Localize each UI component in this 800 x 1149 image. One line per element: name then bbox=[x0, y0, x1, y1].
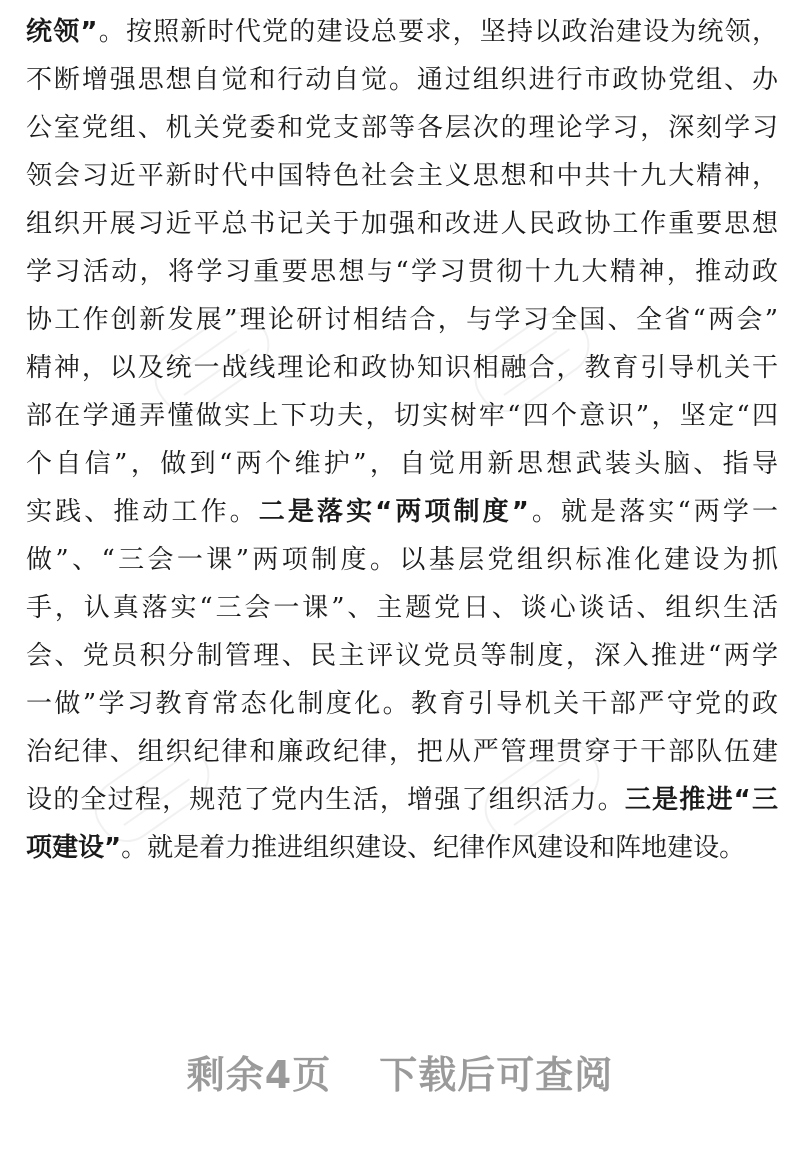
text-segment: 不断增强思想自觉和行动自觉。通过组织进行市政协党组、办 bbox=[26, 65, 778, 95]
text-segment: 。就是着力推进组织建设、纪律作风建设和阵地建设。 bbox=[121, 833, 746, 863]
bold-text-segment: 统领” bbox=[26, 17, 98, 47]
text-line bbox=[26, 584, 778, 632]
remaining-pages-banner[interactable] bbox=[0, 1044, 800, 1099]
text-line bbox=[26, 488, 778, 536]
text-line bbox=[26, 152, 778, 200]
text-segment: 精神，以及统一战线理论和政协知识相融合，教育引导机关干 bbox=[26, 353, 778, 383]
text-line bbox=[26, 8, 778, 56]
bold-text-segment: 项建设” bbox=[26, 833, 122, 863]
text-segment: 部在学通弄懂做实上下功夫，切实树牢“四个意识”，坚定“四 bbox=[26, 401, 778, 431]
text-line bbox=[26, 440, 778, 488]
text-segment: 实践、推动工作。 bbox=[26, 497, 259, 527]
text-segment: 一做”学习教育常态化制度化。教育引导机关干部严守党的政 bbox=[26, 689, 778, 719]
text-line bbox=[26, 248, 778, 296]
text-line bbox=[26, 536, 778, 584]
text-line bbox=[26, 296, 778, 344]
download-hint-text: 下载后可查阅 bbox=[379, 1053, 614, 1097]
text-line bbox=[26, 392, 778, 440]
text-line bbox=[26, 824, 778, 872]
text-segment: 设的全过程，规范了党内生活，增强了组织活力。 bbox=[26, 785, 625, 815]
text-segment: 组织开展习近平总书记关于加强和改进人民政协工作重要思想 bbox=[26, 209, 778, 239]
text-segment: 。按照新时代党的建设总要求，坚持以政治建设为统领， bbox=[97, 17, 778, 47]
text-segment: 。就是落实“两学一 bbox=[528, 497, 778, 527]
text-segment: 协工作创新发展”理论研讨相结合，与学习全国、全省“两会” bbox=[26, 305, 778, 335]
remaining-pages-text: 剩余4页 bbox=[186, 1053, 332, 1097]
text-segment: 个自信”，做到“两个维护”，自觉用新思想武装头脑、指导 bbox=[26, 449, 778, 479]
text-segment: 治纪律、组织纪律和廉政纪律，把从严管理贯穿于干部队伍建 bbox=[26, 737, 778, 767]
text-segment: 会、党员积分制管理、民主评议党员等制度，深入推进“两学 bbox=[26, 641, 778, 671]
text-line bbox=[26, 632, 778, 680]
document-body bbox=[26, 8, 778, 872]
text-line bbox=[26, 728, 778, 776]
text-segment: 做”、“三会一课”两项制度。以基层党组织标准化建设为抓 bbox=[26, 545, 778, 575]
bold-text-segment: 三是推进“三 bbox=[624, 785, 778, 815]
text-line bbox=[26, 680, 778, 728]
text-line bbox=[26, 56, 778, 104]
text-line bbox=[26, 776, 778, 824]
text-segment: 公室党组、机关党委和党支部等各层次的理论学习，深刻学习 bbox=[26, 113, 778, 143]
text-segment: 手，认真落实“三会一课”、主题党日、谈心谈话、组织生活 bbox=[26, 593, 778, 623]
text-segment: 领会习近平新时代中国特色社会主义思想和中共十九大精神， bbox=[26, 161, 778, 191]
text-segment: 学习活动，将学习重要思想与“学习贯彻十九大精神，推动政 bbox=[26, 257, 778, 287]
text-line bbox=[26, 104, 778, 152]
text-line bbox=[26, 200, 778, 248]
bold-text-segment: 二是落实“两项制度” bbox=[258, 497, 529, 527]
text-line bbox=[26, 344, 778, 392]
